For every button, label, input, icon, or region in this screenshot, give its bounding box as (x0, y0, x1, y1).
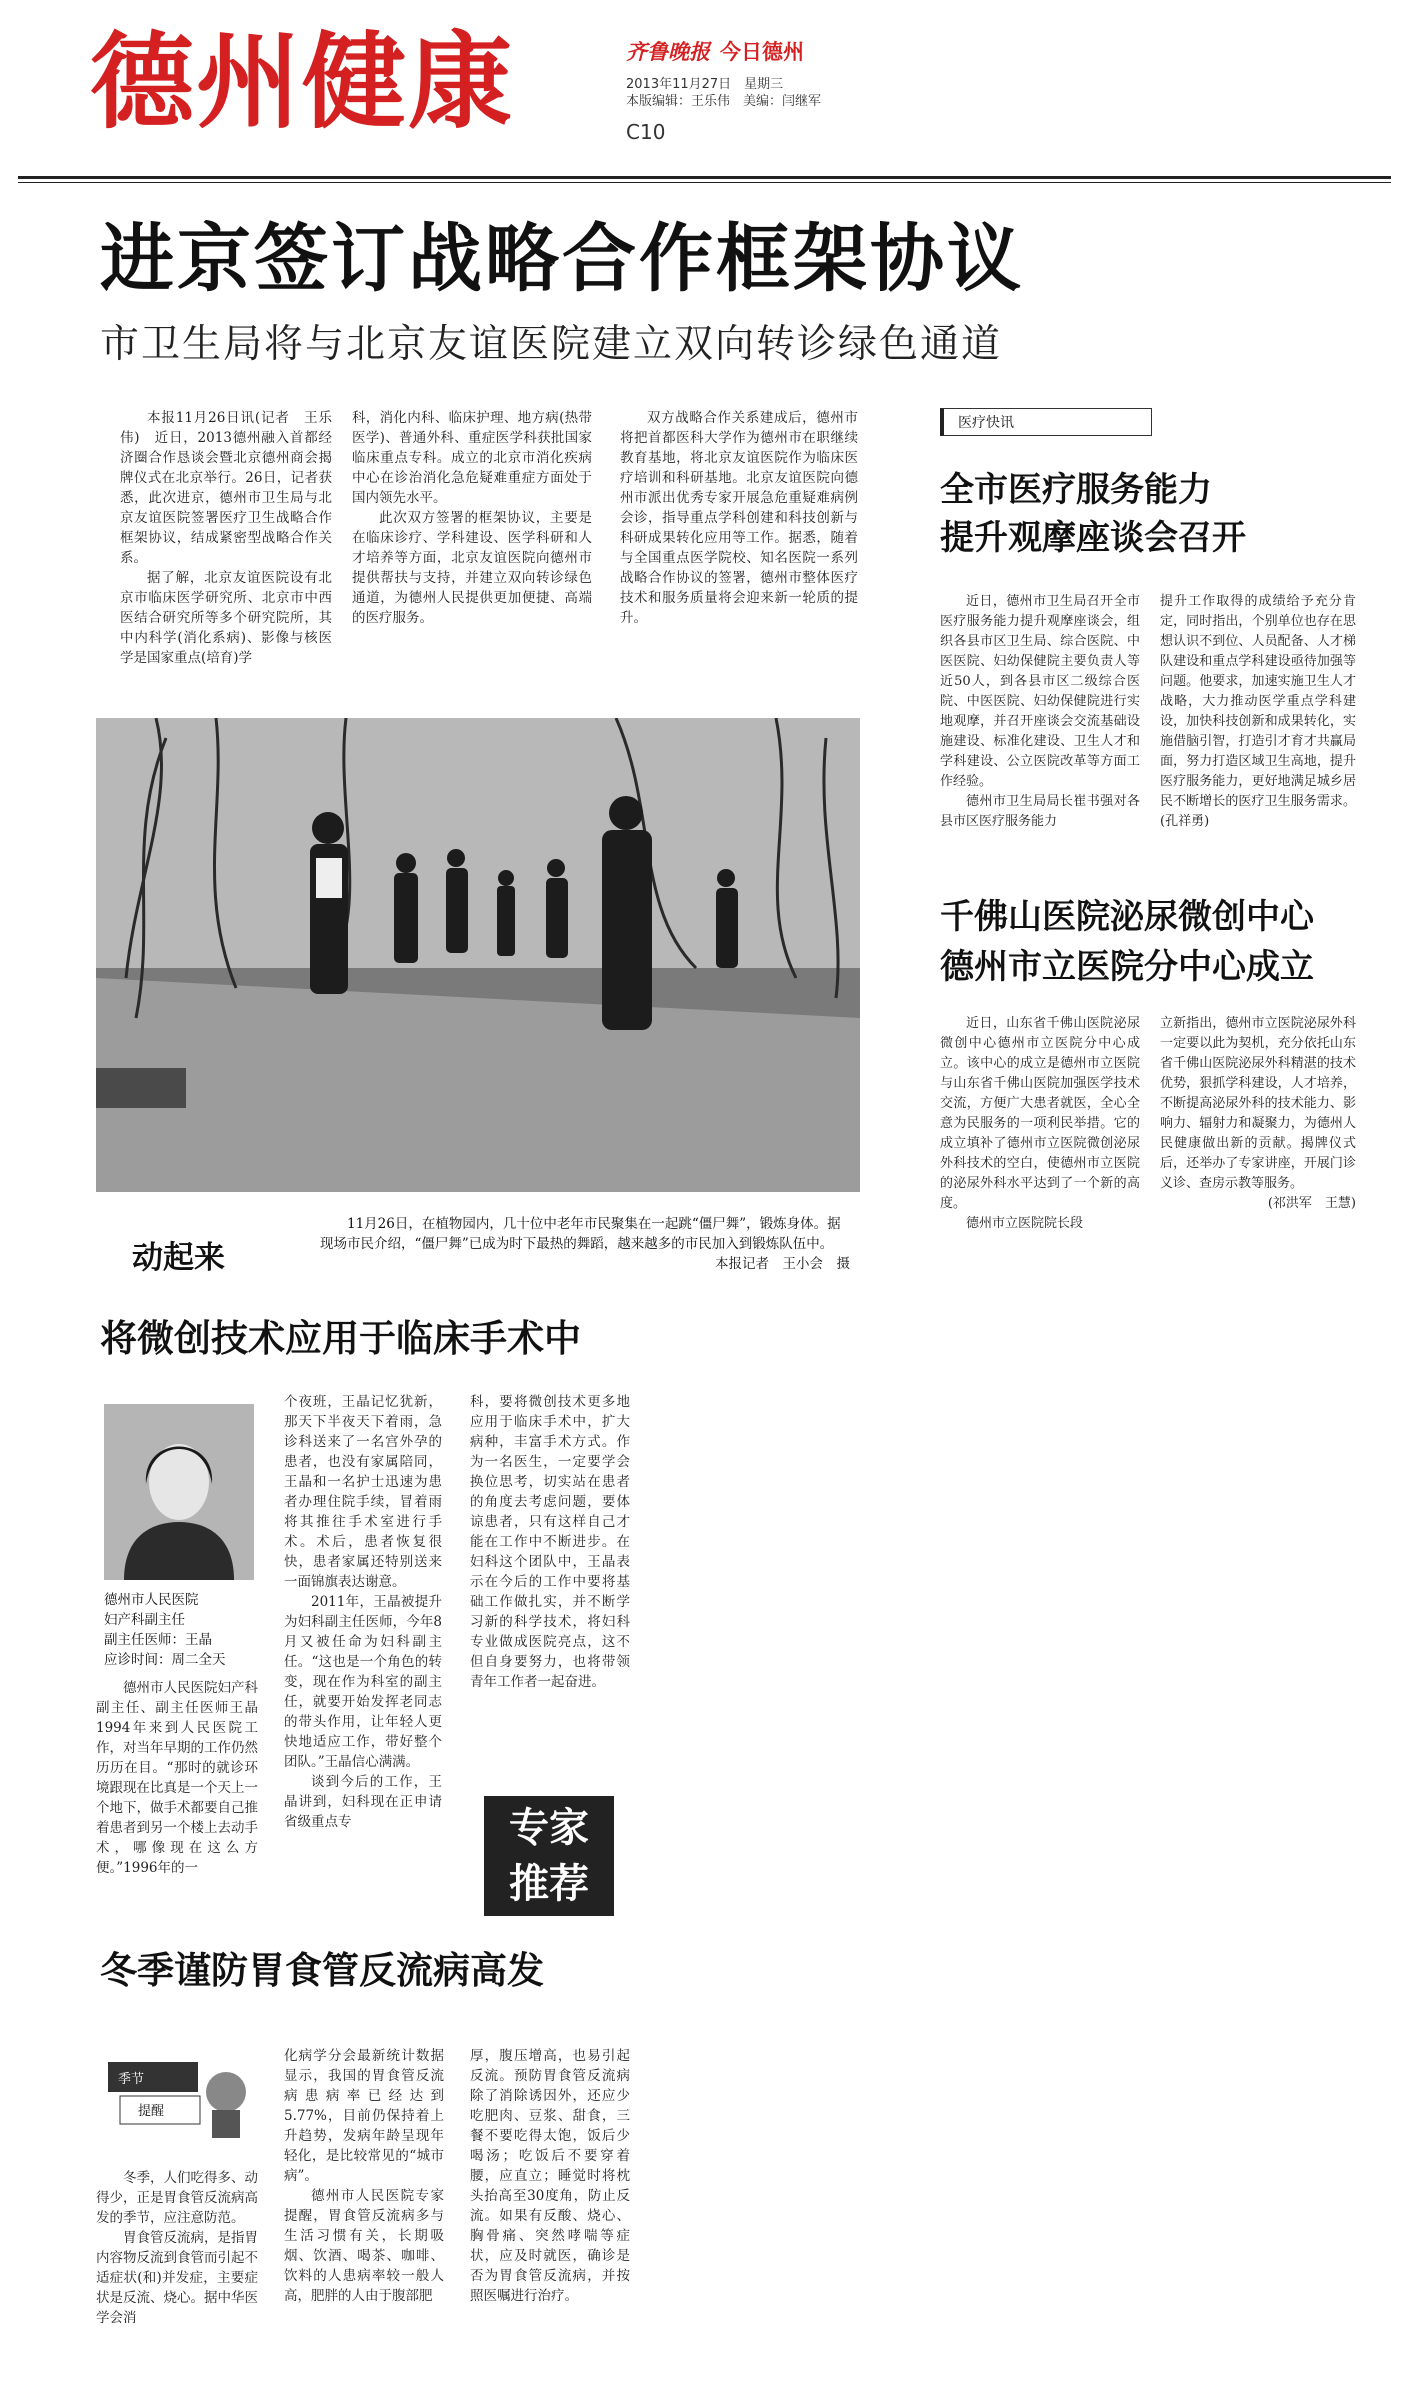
paragraph: 德州市人民医院妇产科副主任、副主任医师王晶1994年来到人民医院工作，对当年早期的工作仍然历历在目。“那时的就诊环境跟现在比真是一个天上一个地下，做手术都要自己推着患者到另一个楼上去动手术，哪像现在这么方便。”1996年的一 (96, 1680, 258, 1876)
paragraph: (祁洪军 王慧) (1267, 1196, 1356, 1211)
photo-caption (320, 1214, 850, 1274)
paragraph: 谈到今后的工作，王晶讲到，妇科现在正申请省级重点专 (284, 1774, 442, 1830)
expert-column-1 (96, 1678, 258, 1878)
stamp-line: 专家 (509, 1804, 589, 1851)
paragraph: 2011年，王晶被提升为妇科副主任医师，今年8月又被任命为妇科副主任。“这也是一个角色的转变，现在作为科室的副主任，就要开始发挥老同志的带头作用，让年轻人更快地适应工作，带好整个团队。”王晶信心满满。 (284, 1594, 442, 1770)
paragraph: 冬季，人们吃得多、动得少，正是胃食管反流病高发的季节，应注意防范。 (96, 2170, 258, 2226)
paragraph: 此次双方签署的框架协议，主要是在临床诊疗、学科建设、医学科研和人才培养等方面，北京友谊医院向德州市提供帮扶与支持，并建立双向转诊绿色通道，为德州人民提供更加便捷、高端的医疗服务。 (352, 510, 592, 626)
headline-line: 全市医疗服务能力 (940, 470, 1212, 510)
lead-column-2 (352, 408, 592, 628)
issue-date: 2013年11月27日 星期三 (626, 77, 784, 92)
paragraph: 德州市人民医院专家提醒，胃食管反流病多与生活习惯有关，长期吸烟、饮酒、喝茶、咖啡、饮料的人患病率较一般人高，肥胖的人由于腹部肥 (284, 2188, 444, 2304)
brand-name: 齐鲁晚报 (626, 39, 710, 64)
season-reminder-badge (104, 2052, 254, 2142)
lead-headline: 进京签订战略合作框架协议 (100, 216, 1024, 302)
expert-column-3 (470, 1392, 630, 1692)
photo-illustration (96, 718, 860, 1192)
headline-line: 提升观摩座谈会召开 (940, 518, 1246, 558)
paragraph: 双方战略合作关系建成后，德州市将把首都医科大学作为德州市在职继续教育基地，将北京友谊医院作为临床医疗培训和科研基地。北京友谊医院向德州市派出优秀专家开展急危重疑难病例会诊，指导重点学科创建和科技创新与科研成果转化应用等工作。据悉，随着与全国重点医学院校、知名医院一系列战略合作协议的签署，德州市整体医疗技术和服务质量将会迎来新一轮质的提升。 (620, 410, 858, 626)
winter-column-3 (470, 2046, 630, 2306)
masthead-rule (18, 176, 1391, 183)
dance-photo (96, 718, 860, 1192)
expert-column-2 (284, 1392, 442, 1832)
lead-column-3 (620, 408, 858, 628)
issue-editors: 本版编辑：王乐伟 美编：闫继军 (626, 94, 822, 109)
story1-headline (940, 466, 1246, 562)
paragraph: 胃食管反流病，是指胃内容物反流到食管而引起不适症状(和)并发症，主要症状是反流、烧心。据中华医学会消 (96, 2230, 258, 2326)
paragraph: 化病学分会最新统计数据显示，我国的胃食管反流病患病率已经达到5.77%，目前仍保持着上升趋势，发病年龄呈现年轻化，是比较常见的“城市病”。 (284, 2048, 444, 2184)
story2-column-2 (1160, 1014, 1356, 1214)
photo-caption-title: 动起来 (132, 1240, 225, 1276)
masthead-title: 德州健康 (90, 21, 515, 143)
info-line: 副主任医师：王晶 (104, 1632, 212, 1648)
headline-line: 千佛山医院泌尿微创中心 (940, 897, 1314, 937)
photo-credit: 本报记者 王小会 摄 (715, 1256, 850, 1272)
paragraph: 厚，腹压增高，也易引起反流。预防胃食管反流病除了消除诱因外，还应少吃肥肉、豆浆、甜食，三餐不要吃得太饱，饭后少喝汤；吃饭后不要穿着腰，应直立；睡觉时将枕头抬高至30度角，防止反流。如果有反酸、烧心、胸骨痛、突然哮喘等症状，应及时就医，确诊是否为胃食管反流病，并按照医嘱进行治疗。 (470, 2048, 630, 2304)
portrait-illustration (104, 1404, 254, 1580)
story1-column-2 (1160, 592, 1356, 832)
paragraph: 德州市卫生局局长崔书强对各县市区医疗服务能力 (940, 794, 1140, 829)
story1-column-1 (940, 592, 1140, 832)
paragraph: 近日，山东省千佛山医院泌尿微创中心德州市立医院分中心成立。该中心的成立是德州市立医院与山东省千佛山医院加强医学技术交流，方便广大患者就医，全心全意为民服务的一项利民举措。它的成立填补了德州市立医院微创泌尿外科技术的空白，使德州市立医院的泌尿外科水平达到了一个新的高度。 (940, 1016, 1140, 1211)
winter-column-1 (96, 2168, 258, 2328)
expert-recommend-stamp (484, 1796, 614, 1916)
season-badge-illustration (104, 2052, 254, 2142)
brand-edition: 今日德州 (720, 40, 804, 64)
news-flash-tag: 医疗快讯 (940, 408, 1152, 436)
expert-headline: 将微创技术应用于临床手术中 (100, 1317, 581, 1360)
paragraph: 提升工作取得的成绩给予充分肯定，同时指出，个别单位也存在思想认识不到位、人员配备、人才梯队建设和重点学科建设亟待加强等问题。他要求，加速实施卫生人才战略，大力推动医学重点学科建设，加快科技创新和成果转化，实施借脑引智，打造引才育才共赢局面，努力打造区域卫生高地，提升医疗服务能力，更好地满足城乡居民不断增长的医疗卫生服务需求。(孔祥勇) (1160, 594, 1356, 829)
issue-meta (626, 76, 821, 110)
info-line: 应诊时间：周二全天 (104, 1652, 226, 1668)
paragraph: 德州市立医院院长段 (966, 1216, 1084, 1231)
newspaper-brand (626, 36, 804, 66)
story2-headline (940, 892, 1314, 992)
paragraph: 本报11月26日讯(记者 王乐伟) 近日，2013德州融入首都经济圈合作恳谈会暨北京德州商会揭牌仪式在北京举行。26日，记者获悉，此次进京，德州市卫生局与北京友谊医院签署医疗卫生战略合作框架协议，结成紧密型战略合作关系。 (120, 410, 332, 566)
headline-line: 德州市立医院分中心成立 (940, 947, 1314, 987)
paragraph: 科，要将微创技术更多地应用于临床手术中，扩大病种，丰富手术方式。作为一名医生，一定要学会换位思考，切实站在患者的角度去考虑问题，要体谅患者，只有这样自己才能在工作中不断进步。在妇科这个团队中，王晶表示在今后的工作中要将基础工作做扎实，并不断学习新的科学技术，将妇科专业做成医院亮点，这不但自身要努力，也将带领青年工作者一起奋进。 (470, 1394, 630, 1690)
paragraph: 据了解，北京友谊医院设有北京市临床医学研究所、北京市中西医结合研究所等多个研究院所，其中内科学(消化系病)、影像与核医学是国家重点(培育)学 (120, 570, 332, 666)
lead-subhead: 市卫生局将与北京友谊医院建立双向转诊绿色通道 (100, 322, 1003, 367)
doctor-portrait (104, 1404, 254, 1580)
page-number: C10 (626, 120, 666, 144)
paragraph: 科，消化内科、临床护理、地方病(热带医学)、普通外科、重症医学科获批国家临床重点专科。成立的北京市消化疾病中心在诊治消化急危疑难重症方面处于国内领先水平。 (352, 410, 592, 506)
info-line: 妇产科副主任 (104, 1612, 185, 1628)
winter-column-2 (284, 2046, 444, 2306)
winter-headline: 冬季谨防胃食管反流病高发 (100, 1949, 544, 1992)
lead-column-1 (120, 408, 332, 668)
badge-season: 季节 (118, 2072, 145, 2087)
paragraph: 近日，德州市卫生局召开全市医疗服务能力提升观摩座谈会，组织各县市区卫生局、综合医院、中医医院、妇幼保健院主要负责人等近50人，到各县市区二级综合医院、中医医院、妇幼保健院进行实地观摩，并召开座谈会交流基础设施建设、标准化建设、卫生人才和学科建设、公立医院改革等方面工作经验。 (940, 594, 1140, 789)
stamp-line: 推荐 (509, 1860, 589, 1907)
paragraph: 个夜班，王晶记忆犹新，那天下半夜天下着雨，急诊科送来了一名宫外孕的患者，也没有家属陪同，王晶和一名护士迅速为患者办理住院手续，冒着雨将其推往手术室进行手术。术后，患者恢复很快，患者家属还特别送来一面锦旗表达谢意。 (284, 1394, 442, 1590)
doctor-info (104, 1590, 264, 1670)
badge-reminder: 提醒 (138, 2104, 165, 2119)
story2-column-1 (940, 1014, 1140, 1234)
caption-text: 11月26日，在植物园内，几十位中老年市民聚集在一起跳“僵尸舞”，锻炼身体。据现场市民介绍，“僵尸舞”已成为时下最热的舞蹈，越来越多的市民加入到锻炼队伍中。 (320, 1216, 841, 1252)
info-line: 德州市人民医院 (104, 1592, 199, 1608)
paragraph: 立新指出，德州市立医院泌尿外科一定要以此为契机，充分依托山东省千佛山医院泌尿外科精湛的技术优势，狠抓学科建设，人才培养，不断提高泌尿外科的技术能力、影响力、辐射力和凝聚力，为德州人民健康做出新的贡献。揭牌仪式后，还举办了专家讲座，开展门诊义诊、查房示教等服务。 (1160, 1016, 1356, 1191)
